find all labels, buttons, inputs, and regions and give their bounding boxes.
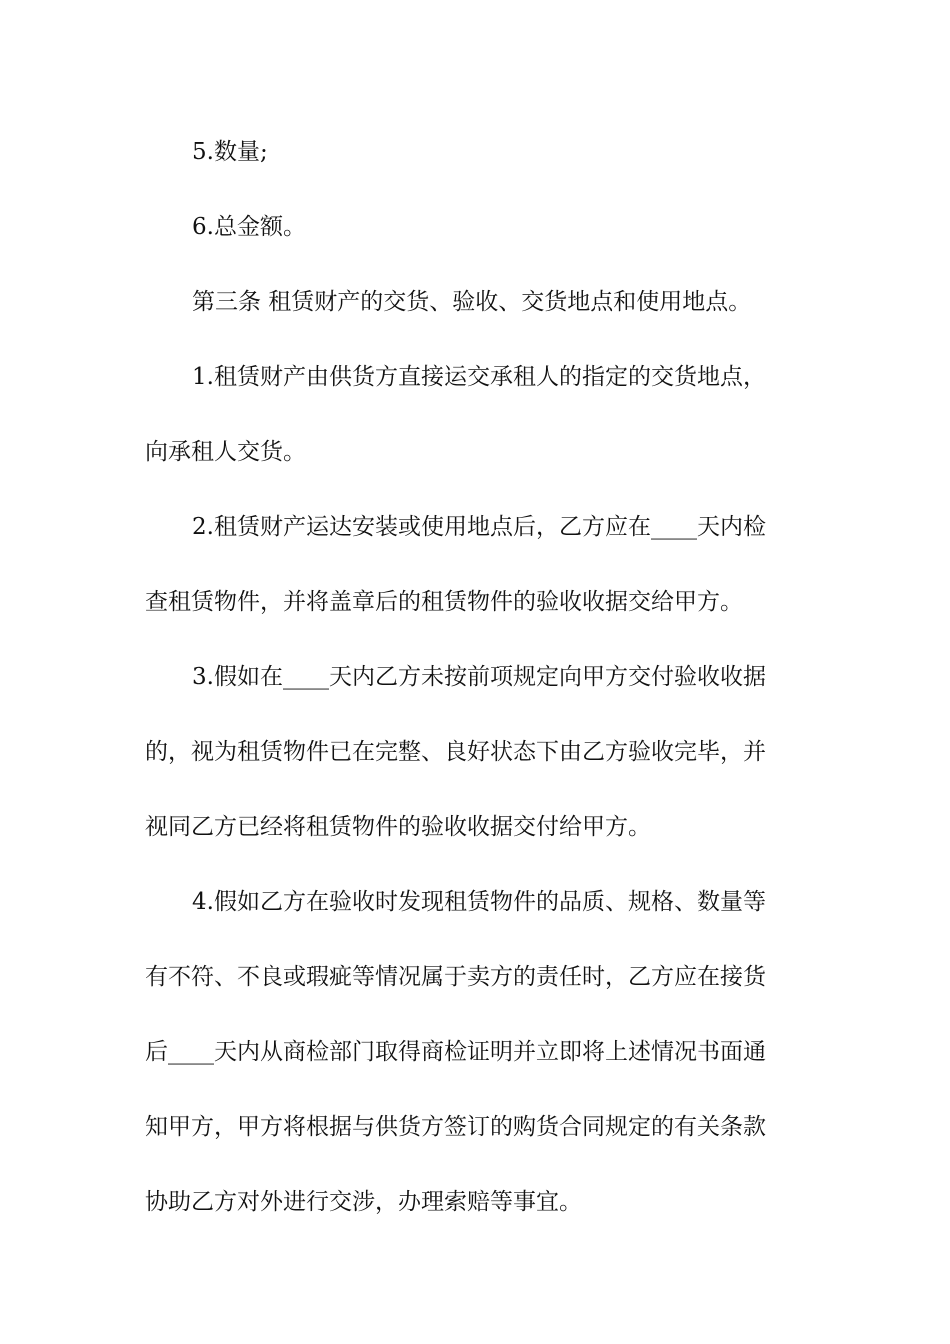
clause-3-line-3: 视同乙方已经将租赁物件的验收收据交付给甲方。	[145, 814, 651, 840]
clause-2-line-2: 查租赁物件，并将盖章后的租赁物件的验收收据交给甲方。	[145, 589, 743, 615]
clause-4-line-4: 知甲方，甲方将根据与供货方签订的购货合同规定的有关条款	[145, 1114, 766, 1140]
clause-1-line-2: 向承租人交货。	[145, 439, 306, 465]
item-5-quantity: 5.数量;	[192, 139, 268, 165]
clause-3-line-1: 3.假如在____天内乙方未按前项规定向甲方交付验收收据	[192, 664, 766, 690]
clause-3-line-2: 的，视为租赁物件已在完整、良好状态下由乙方验收完毕，并	[145, 739, 766, 765]
clause-2-line-1: 2.租赁财产运达安装或使用地点后，乙方应在____天内检	[192, 514, 766, 540]
item-6-total-amount: 6.总金额。	[192, 214, 306, 240]
clause-4-line-3: 后____天内从商检部门取得商检证明并立即将上述情况书面通	[145, 1039, 766, 1065]
clause-1-line-1: 1.租赁财产由供货方直接运交承租人的指定的交货地点，	[192, 364, 766, 390]
clause-4-line-1: 4.假如乙方在验收时发现租赁物件的品质、规格、数量等	[192, 889, 766, 915]
article-3-heading: 第三条 租赁财产的交货、验收、交货地点和使用地点。	[192, 289, 752, 315]
clause-4-line-2: 有不符、不良或瑕疵等情况属于卖方的责任时，乙方应在接货	[145, 964, 766, 990]
clause-4-line-5: 协助乙方对外进行交涉，办理索赔等事宜。	[145, 1189, 582, 1215]
